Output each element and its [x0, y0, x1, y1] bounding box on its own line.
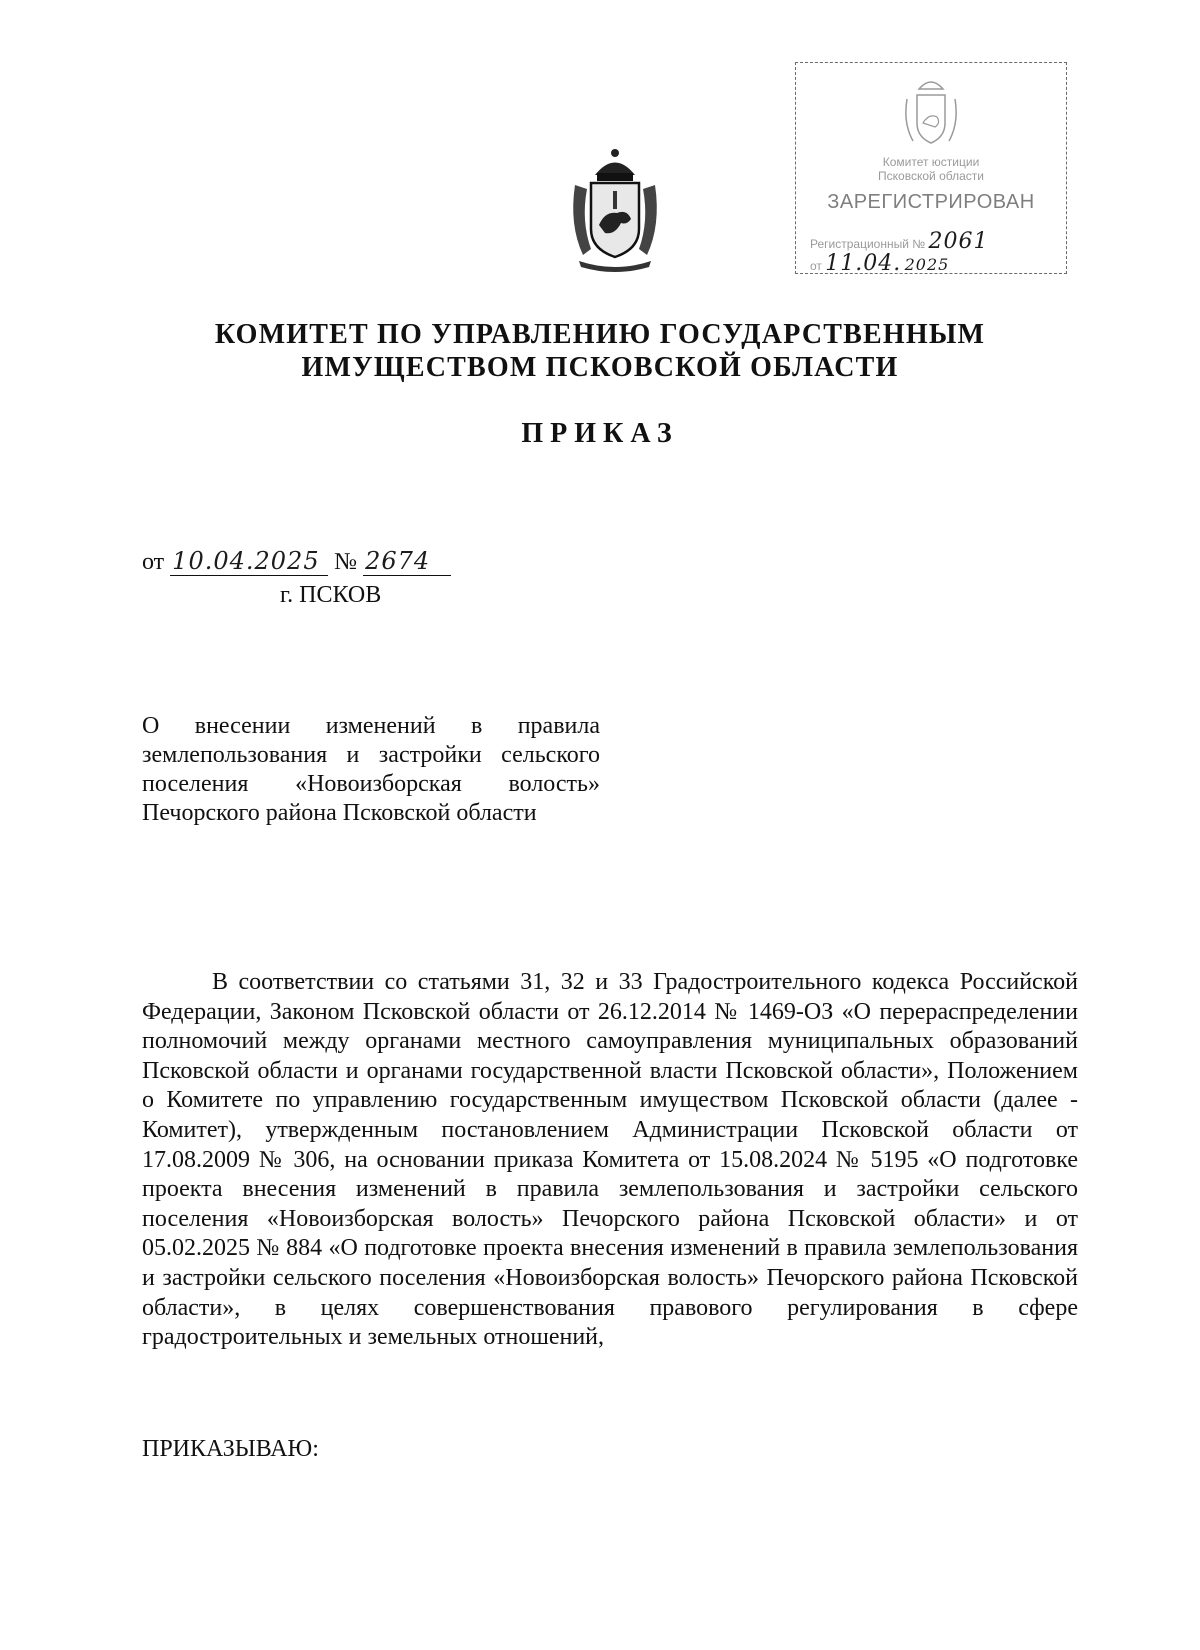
stamp-reg-year: 2025 [904, 255, 950, 274]
order-word: ПРИКАЗЫВАЮ: [142, 1436, 319, 1462]
stamp-status: ЗАРЕГИСТРИРОВАН [827, 191, 1035, 213]
stamp-emblem-icon [901, 71, 961, 151]
date-number-line [142, 548, 451, 576]
organization-title-line-2: ИМУЩЕСТВОМ ПСКОВСКОЙ ОБЛАСТИ [301, 352, 899, 383]
document-date: 10.04.2025 [170, 548, 328, 576]
stamp-reg-label: Регистрационный № [810, 237, 926, 251]
document-subject: О внесении изменений в правила землепользования и застройки сельского поселения «Новоизборская волость» Печорского района Псковской области [142, 713, 600, 826]
stamp-reg-number: 2061 [928, 229, 989, 254]
document-type: ПРИКАЗ [521, 418, 679, 449]
coat-of-arms-emblem [565, 145, 665, 275]
stamp-org-line-1: Комитет юстиции [882, 155, 980, 169]
stamp-reg-date: 11.04. [825, 251, 902, 276]
date-prefix: от [142, 549, 165, 575]
registration-stamp [795, 62, 1067, 274]
stamp-org-line-2: Псковской области [878, 169, 984, 183]
number-sign: № [334, 549, 358, 575]
stamp-date-prefix: от [810, 259, 822, 273]
document-number: 2674 [363, 548, 451, 576]
document-city: г. ПСКОВ [280, 582, 382, 608]
preamble-paragraph: В соответствии со статьями 31, 32 и 33 Градостроительного кодекса Российской Федерации, Законом Псковской области от 26.12.2014 № 1469-ОЗ «О перераспределении полномочий между органами местного самоуправления муниципальных образований Псковской области и органами государственной власти Псковской области», Положением о Комитете по управлению государственным имуществом Псковской области (далее - Комитет), утвержденным постановлением Администрации Псковской области от 17.08.2009 № 306, на основании приказа Комитета от 15.08.2024 № 5195 «О подготовке проекта внесения изменений в правила землепользования и застройки сельского поселения «Новоизборская волость» Печорского района Псковской области» и от 05.02.2025 № 884 «О подготовке проекта внесения изменений в правила землепользования и застройки сельского поселения «Новоизборская волость» Печорского района Псковской области», в целях совершенствования правового регулирования в сфере градостроительных и земельных отношений, [142, 969, 1078, 1351]
stamp-reg-date-row [810, 251, 949, 276]
organization-title [0, 318, 1200, 384]
organization-title-line-1: КОМИТЕТ ПО УПРАВЛЕНИЮ ГОСУДАРСТВЕННЫМ [214, 319, 986, 350]
